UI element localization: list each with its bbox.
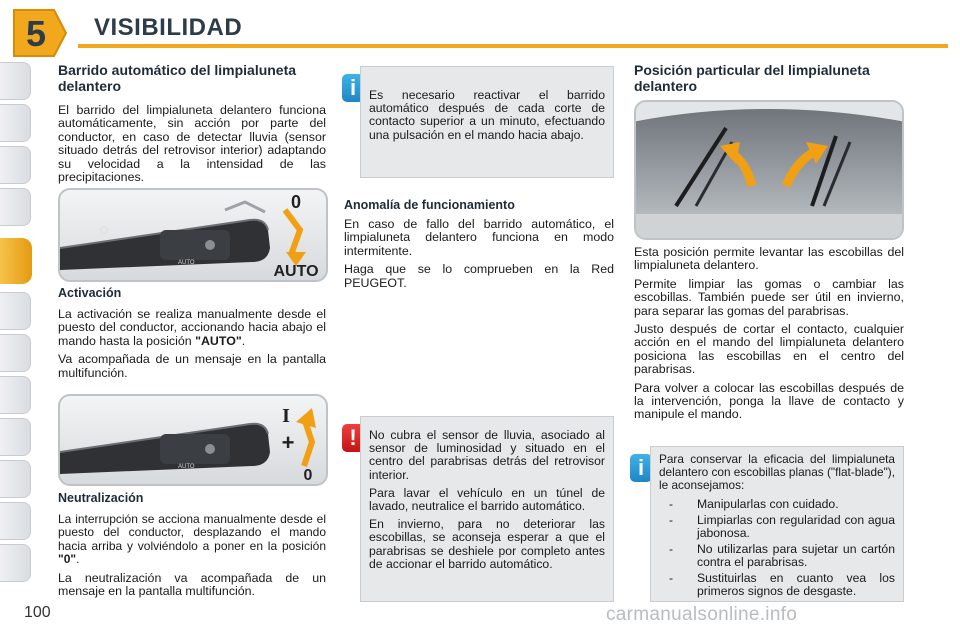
side-tab bbox=[0, 146, 31, 184]
neutralization-text-end: . bbox=[76, 552, 80, 567]
activation-heading: Activación bbox=[58, 286, 122, 300]
position-auto-label: AUTO bbox=[273, 263, 319, 280]
neutralization-block bbox=[58, 491, 326, 598]
wiper-stalk-neutral-figure bbox=[58, 394, 328, 486]
position-0-label: 0 bbox=[303, 467, 313, 484]
special-position-text-3: Justo después de cortar el contacto, cualquier acción en el mando del limpialuneta delantero posiciona las escobillas en el centro del parabrisas. bbox=[634, 322, 904, 377]
right-column-heading-wrap bbox=[634, 62, 904, 94]
info-note-flat-blade bbox=[650, 446, 904, 602]
special-position-text-2: Permite limpiar las gomas o cambiar las escobillas. También puede ser útil en invierno, para separar las gomas del parabrisas. bbox=[634, 276, 904, 318]
page-number: 100 bbox=[24, 604, 51, 621]
header-rule bbox=[78, 44, 948, 48]
chapter-title: VISIBILIDAD bbox=[94, 14, 243, 41]
side-tab bbox=[0, 502, 31, 540]
neutralization-text bbox=[58, 513, 326, 567]
watermark: carmanualsonline.info bbox=[606, 604, 798, 625]
wiper-stalk-auto-figure bbox=[58, 188, 328, 282]
left-column bbox=[58, 62, 326, 184]
auto-position-value: "AUTO" bbox=[195, 333, 242, 348]
wiper-stalk-illustration bbox=[60, 190, 326, 280]
neutralization-message-text: La neutralización va acompañada de un mensaje en la pantalla multifunción. bbox=[58, 570, 326, 599]
activation-message-text: Va acompañada de un mensaje en la pantalla multifunción. bbox=[58, 352, 326, 380]
zero-position-value: "0" bbox=[58, 552, 77, 567]
activation-text-part: La activación se realiza manualmente desde el puesto del conductor, accionando hacia abajo el mando hasta la posición bbox=[58, 307, 326, 348]
activation-text-end: . bbox=[241, 333, 246, 348]
flat-blade-intro: Para conservar la eficacia del limpialuneta delantero con escobillas planas ("flat-blade"), le aconsejamos: bbox=[659, 452, 895, 493]
windscreen-wiper-illustration bbox=[636, 102, 902, 238]
side-tab-active bbox=[0, 238, 32, 284]
svg-text:AUTO: AUTO bbox=[178, 260, 195, 266]
side-tab bbox=[0, 104, 31, 142]
position-plus-label: + bbox=[281, 430, 295, 455]
side-tab bbox=[0, 334, 31, 372]
activation-block bbox=[58, 286, 326, 380]
position-1-label: I bbox=[282, 405, 290, 427]
warning-note-text-3: En invierno, para no deteriorar las escobillas, se aconseja esperar a que el parabrisas se deshiele por completo antes de accionar el barrido automático. bbox=[369, 517, 605, 571]
info-icon: i bbox=[630, 454, 652, 482]
list-item: - No utilizarlas para sujetar un cartón contra el parabrisas. bbox=[659, 543, 895, 569]
side-tab bbox=[0, 376, 31, 414]
intro-paragraph: El barrido del limpialuneta delantero funciona automáticamente, sin acción por parte del conductor, en caso de detectar lluvia (sensor situado detrás del retrovisor interior) adaptando su velocidad a la intensidad de las precipitaciones. bbox=[58, 103, 326, 185]
side-tab bbox=[0, 544, 31, 582]
neutralization-text-part: La interrupción se acciona manualmente desde el puesto del conductor, desplazando el mando hacia arriba y volviéndolo a poner en la posición bbox=[58, 512, 326, 553]
chapter-number: 5 bbox=[25, 13, 47, 54]
section-heading-auto-wipe: Barrido automático del limpialuneta delantero bbox=[58, 62, 297, 94]
side-tab bbox=[0, 292, 31, 330]
side-tab bbox=[0, 418, 31, 456]
right-body-block bbox=[634, 246, 904, 427]
chapter-badge bbox=[10, 6, 68, 60]
windscreen-figure bbox=[634, 100, 904, 240]
list-item: - Limpiarlas con regularidad con agua jabonosa. bbox=[659, 514, 895, 540]
special-position-text-1: Esta posición permite levantar las escobillas del limpialuneta delantero. bbox=[634, 245, 904, 273]
wiper-stalk-illustration bbox=[60, 396, 326, 484]
anomaly-text-2: Haga que se lo comprueben en la Red PEUGEOT. bbox=[344, 262, 614, 290]
warning-icon: ! bbox=[342, 424, 364, 452]
side-tab bbox=[0, 62, 31, 100]
position-0-label: 0 bbox=[290, 192, 302, 212]
svg-text:◯: ◯ bbox=[100, 227, 108, 234]
info-note-reactivate bbox=[360, 66, 614, 178]
side-tab bbox=[0, 460, 31, 498]
warning-note-text-2: Para lavar el vehículo en un túnel de lavado, neutralice el barrido automático. bbox=[369, 485, 605, 514]
anomaly-block bbox=[344, 198, 614, 295]
flat-blade-list bbox=[659, 498, 895, 598]
warning-note-text-1: No cubra el sensor de lluvia, asociado al sensor de luminosidad y situado en el centro del parabrisas detrás del retrovisor interior. bbox=[369, 428, 605, 482]
svg-text:AUTO: AUTO bbox=[178, 464, 195, 470]
info-icon: i bbox=[342, 74, 364, 102]
list-item: - Sustituirlas en cuanto vea los primeros signos de desgaste. bbox=[659, 572, 895, 598]
neutralization-heading: Neutralización bbox=[58, 491, 144, 505]
anomaly-text-1: En caso de fallo del barrido automático, el limpialuneta delantero funciona en modo intermitente. bbox=[344, 217, 614, 258]
section-heading-special-position: Posición particular del limpialuneta delantero bbox=[634, 62, 870, 94]
list-item: - Manipularlas con cuidado. bbox=[659, 498, 895, 511]
info-note-text: Es necesario reactivar el barrido automático después de cada corte de contacto superior a un minuto, efectuando una pulsación en el mando hacia abajo. bbox=[369, 88, 605, 142]
anomaly-heading: Anomalía de funcionamiento bbox=[344, 198, 515, 212]
side-tab bbox=[0, 188, 31, 226]
special-position-text-4: Para volver a colocar las escobillas después de la intervención, ponga la llave de contacto y manipule el mando. bbox=[634, 380, 904, 422]
warning-note-sensor bbox=[360, 416, 614, 602]
activation-text bbox=[58, 308, 326, 348]
